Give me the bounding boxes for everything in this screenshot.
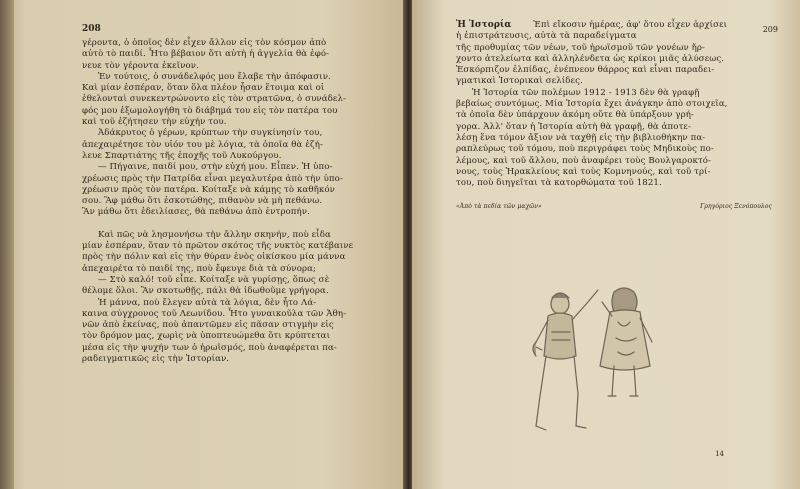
text-line: αὐτὸ τὸ παιδί. Ἦτο βέβαιον ὅτι αὐτὴ ἡ ἀγγελία θὰ ἐφό- [82, 49, 330, 60]
text-line: γματικαὶ Ἱστορικαὶ σελίδες. [456, 76, 583, 87]
text-line: ραπλεύρως τοῦ τόμου, ποὺ περιγράφει τοὺς Μηδικοὺς πο- [456, 144, 714, 155]
source-caption [456, 201, 776, 212]
section-heading: Ἡ Ἱστορία [456, 20, 512, 30]
text-line: λέμους, καὶ τοῦ ἄλλου, ποὺ ἀναφέρει τοὺς Βουλγαροκτό- [456, 155, 712, 166]
text-line: Ἀδάκρυτος ὁ γέρων, κρύπτων τὴν συγκίνησίν του, [98, 128, 323, 139]
text-line: γέροντα, ὁ ὁποῖος δὲν εἶχεν ἄλλον εἰς τὸν κόσμον ἀπὸ [82, 38, 327, 48]
page-edge [0, 0, 14, 489]
text-line: ἐθελονταὶ συνεκεντρώνοντο εἰς τὸν στρατῶνα, ὁ συνάδελ- [82, 94, 347, 105]
text-line: ἡ ἐπιστράτευσις, αὐτὰ τὰ παραδείγματα [456, 31, 637, 42]
text-line: ἀπεχαιρέτησε τὸν υἱόν του μὲ λόγια, τὰ ὁποῖα θὰ ἐζή- [82, 139, 323, 150]
text-line: χοντο ἀτελείωτα καὶ ἀλληλένδετα ὡς κρίκοι μιᾶς ἁλύσεως. [456, 53, 725, 64]
text-line: φός μου ἐξωμολογήθη τὸ διάβημά του εἰς τὸν πατέρα του [82, 105, 338, 116]
paragraph-gap [82, 219, 387, 230]
text-line: μέσα εἰς τὴν ψυχήν των ὁ ἡρωϊσμός, ποὺ ἀναφέρεται πα- [82, 342, 337, 353]
right-page-text [456, 20, 776, 213]
left-page-text [82, 38, 387, 365]
text-line: τὰ ὁποῖα δὲν ὑπάρχουν ἀκόμη οὔτε θὰ ὑπάρξουν γρή- [456, 110, 695, 121]
text-line: μίαν ἑσπέραν, ὅταν τὸ πρῶτον σκότος τῆς νυκτὸς κατέβαινε [82, 241, 354, 252]
text-line: καινα σύγχρονος τοῦ Λεωνίδου. Ἦτο γυναικοῦλα τῶν Ἀθη- [82, 308, 347, 319]
text-line: Καὶ μίαν ἑσπέραν, ὅταν ὅλα πλέον ἦσαν ἕτοιμα καὶ οἱ [82, 83, 325, 94]
soldier-farewell-illustration [522, 282, 672, 442]
text-line: λέσῃ ἕνα τόμον ἄξιον νὰ ταχθῇ εἰς τὴν βιβλιοθήκην πα- [456, 132, 706, 143]
text-line: Ἡ Ἱστορία τῶν πολέμων 1912 - 1913 δὲν θὰ γραφῇ [472, 87, 700, 98]
text-line: νους, τοὺς Ἡρακλείους καὶ τοὺς Κομνηνούς, καὶ τοῦ τρί- [456, 166, 711, 177]
text-line: τῆς προθυμίας τῶν νέων, τοῦ ἡρωϊσμοῦ τῶν γονέων ἤρ- [456, 42, 706, 53]
text-line: του, ποὺ διηγεῖται τὰ κατορθώματα τοῦ 1821. [456, 178, 662, 189]
text-line: Ἐν τούτοις, ὁ συνάδελφός μου ἔλαβε τὴν ἀπόφασιν. [98, 71, 331, 82]
text-line: λευε Σπαρτιάτης τῆς ἐποχῆς τοῦ Λυκούργου. [82, 150, 282, 161]
page-marker: 14 [715, 450, 724, 458]
text-line: — Πήγαινε, παιδί μου, στὴν εὐχή μου. Εἶπεν. Ἡ ὑπο- [98, 162, 333, 173]
text-line: Ἂν μάθω ὅτι ἐδειλίασες, θὰ πεθάνω ἀπὸ ἐντροπήν. [82, 207, 310, 218]
text-line: πρὸς τὴν πόλιν καὶ εἰς τὴν θύραν ἑνὸς οἰκίσκου μία μάννα [82, 252, 346, 263]
caption-author: Γρηγόριος Ξενόπουλος [700, 203, 772, 211]
text-line: γορα. Ἀλλ' ὅταν ἡ Ἱστορία αὐτὴ θὰ γραφῇ, θὰ ἀποτε- [456, 121, 691, 132]
text-line: ραδειγματικῶς εἰς τὴν Ἱστορίαν. [82, 354, 230, 365]
text-line: νῶν ἀπὸ ἐκείνας, ποὺ ἀπαντῶμεν εἰς πᾶσαν στιγμὴν εἰς [82, 320, 334, 331]
text-line: βεβαίως συντόμως. Μία Ἱστορία ἔχει ἀνάγκην ἀπὸ στοιχεῖα, [456, 99, 728, 110]
text-line: τὸν δρόμον μας, χωρὶς νὰ ὑποπτευώμεθα ὅτι κρύπτεται [82, 331, 331, 342]
text-line: χρέωσιν πρὸς τὸν πατέρα. Κοίταξε νὰ κάμῃς τὸ καθῆκόν [82, 184, 335, 195]
page-number-right: 209 [762, 25, 778, 34]
text-line: χρέωσις πρὸς τὴν Πατρίδα εἶναι μεγαλυτέρα ἀπὸ τὴν ὑπο- [82, 173, 343, 184]
text-line: Ἐπὶ εἴκοσιν ἡμέρας, ἀφ' ὅτου εἶχεν ἀρχίσει [533, 20, 728, 30]
text-line: ἀπεχαιρέτα τὸ παιδί της, ποὺ ἔφευγε διὰ τὰ σύνορα; [82, 263, 317, 274]
text-line: — Στὸ καλό! τοῦ εἶπε. Κοίταξε νὰ γυρίσῃς, ὅπως σὲ [98, 274, 330, 285]
text-line: Ἐσκόρπιζον ἐλπίδας, ἐνέπνεον θάρρος καὶ εἶναι παραδει- [456, 65, 715, 76]
page-number-left: 208 [82, 24, 101, 34]
text-line: καὶ τοῦ ἐζήτησεν τὴν εὐχήν του. [82, 117, 227, 128]
caption-source: «Ἀπὸ τὰ πεδία τῶν μαχῶν» [456, 203, 542, 211]
right-page [412, 0, 800, 489]
text-line: θέλομε ὅλοι. Ἂν σκοτωθῇς, πάλι θὰ ἰδωθοῦμε γρήγορα. [82, 286, 329, 297]
text-line: Ἡ μάννα, ποὺ ἔλεγεν αὐτὰ τὰ λόγια, δὲν ἦτο Λά- [98, 297, 317, 308]
text-line: σου. Ἂφ μάθω ὅτι ἐσκοτώθης, πιθανὸν νὰ μὴ πεθάνω. [82, 196, 323, 207]
text-line: Καὶ πῶς νὰ λησμονήσω τὴν ἄλλην σκηνήν, ποὺ εἶδα [98, 229, 331, 240]
text-line: νευε τὸν γέροντα ἐκεῖνον. [82, 60, 199, 71]
